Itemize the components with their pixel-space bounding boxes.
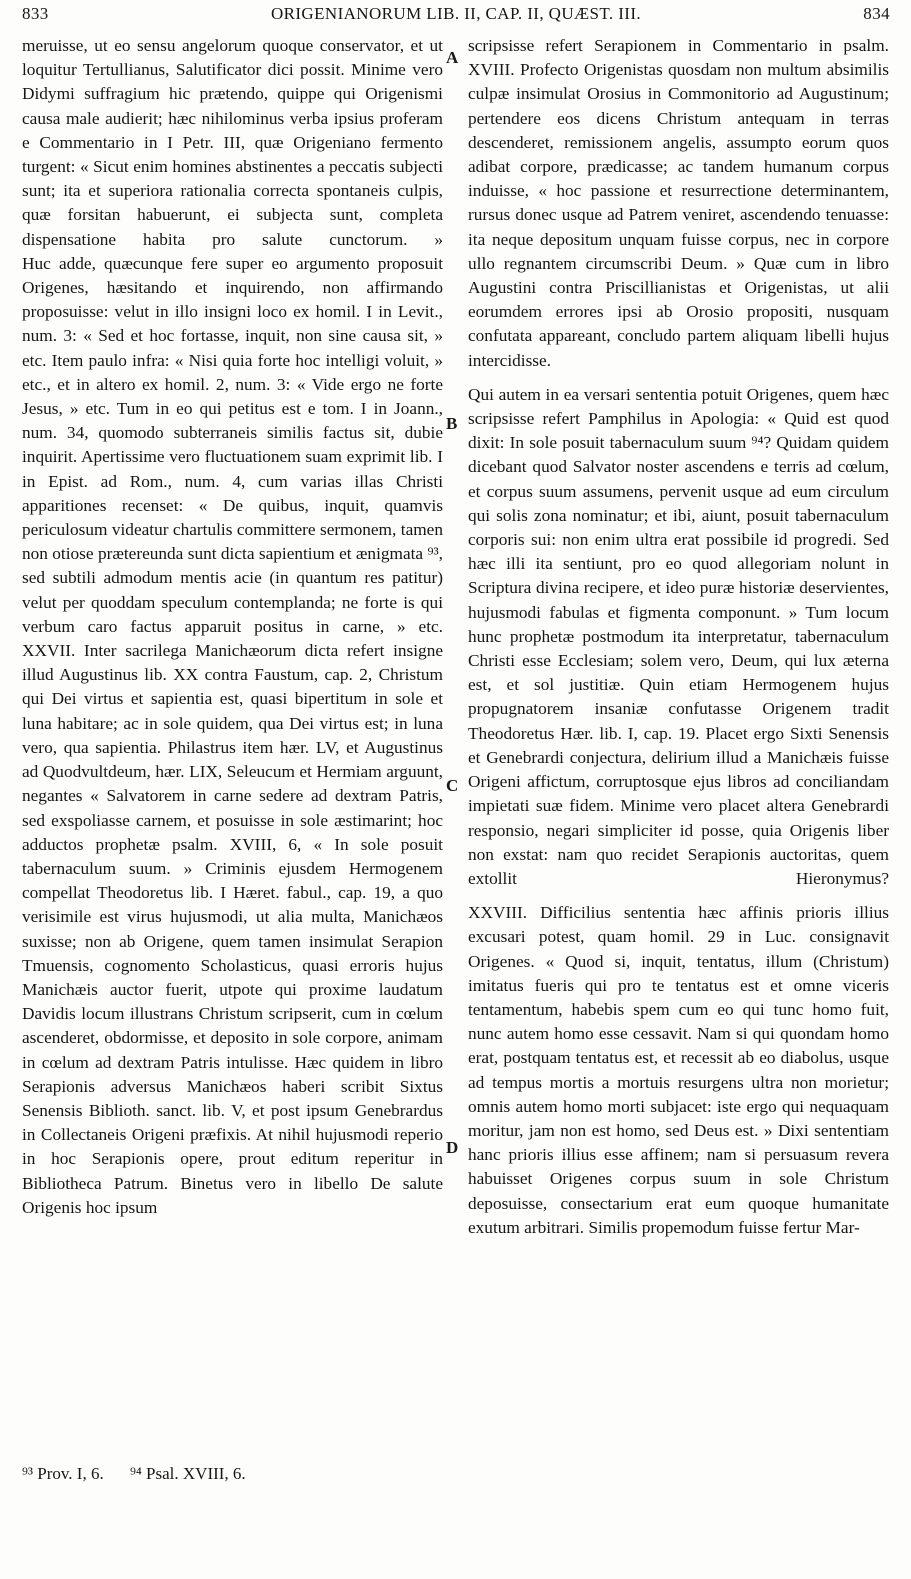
right-paragraph-2: Qui autem in ea versari sententia potuit Origenes, quem hæc scripsisse refert Pamphilus in Apologia: « Quid est quod dixit: In sole posuit tabernaculum suum ⁹⁴? Quidam quidem dicebant quod Salvator noster ascendens e terris ad cœlum, et corpus suum assumens, pervenit usque ad eum circulum qui solis zona nominatur; et ibi, aiunt, posuit tabernaculum corporis sui: non enim ultra erat possibile id progredi. Sed hæc illi ita sentiunt, pro eo quod allegoriam nolunt in Scriptura divina recipere, et ideo puræ historiæ deservientes, hujusmodi fabulas et figmenta componunt. » Tum locum hunc prophetæ postmodum ita interpretatur, tabernaculum Christi esse Ecclesiam; solem vero, Deum, qui lux æterna est, et sol justitiæ. Quin etiam Hermogenem hujus propugnatorem insaniæ confutasse Origenem tradit Theodoretus Hær. lib. I, cap. 19. Placet ergo Sixti Senensis et Genebrardi conjectura, delirium illud a Manichæis fuisse Origeni affictum, corruptosque ejus libros ad conciliandam impietati suæ fidem. Minime vero placet altera Genebrardi responsio, negari simpliciter id posse, quia Origenis liber non exstat: nam quo recidet Serapionis auctoritas, quem extollit Hieronymus? — [468, 384, 889, 888]
right-paragraph-3: XXVIII. Difficilius sententia hæc affinis prioris illius excusari potest, quam homil. 29 in Luc. consignavit Origenes. « Quod si, inquit, tentatus, illum (Christum) imitatus fueris qui pro te tentatus est et omne viceris tentamentum, habebis spem cum eo qui tunc homo fuit, nunc autem homo esse cessavit. Nam si qui quondam homo erat, postquam tentatus est, et recessit ab eo diabolus, usque ad tempus mortis a mortuis resurgens ultra non morietur; omnis autem homo morti subjacet: iste ergo qui nequaquam moritur, jam non est homo, sed Deus est. » Dixi sententiam hanc prioris illius esse affinem; nam si persuasum revera habuisset Origenes corpus suum in sole Christum deposuisse, consectarium erat eum quoque humanitate exutum arbitrari. Similis propemodum fuisse fertur Mar- — [468, 903, 889, 1237]
margin-letter-d: D — [446, 1138, 459, 1157]
left-paragraph-2: Huc adde, quæcunque fere super eo argumento proposuit Origenes, hæsitando et inquirendo, non affirmando proposuisse: velut in illo insigni loco ex homil. I in Levit., num. 3: « Sed et hoc fortasse, inquit, non sine causa sit, » etc. Item paulo infra: « Nisi quia forte hoc intelligi voluit, » etc., et in altero ex homil. 2, num. 3: « Vide ergo ne forte Jesus, » etc. Tum in eo qui petitus est e tom. I in Joann., num. 34, quomodo subterraneis similis factus sit, dubie inquirit. Apertissime vero fluctuationem suam exprimit lib. I in Epist. ad Rom., num. 4, cum varias illas Christi apparitiones recenset: « De quibus, inquit, quamvis periculosum videatur chartulis committere sermonem, tamen non otiose prætereunda sunt dicta sapientium et ænigmata ⁹³, sed subtili admodum mentis acie (in quantum res patitur) velut per quoddam speculum contemplanda; ne forte is qui verbum caro factus apparuit positus in carne, » etc. — [22, 253, 443, 636]
left-column — [22, 34, 443, 1220]
left-paragraph-3: XXVII. Inter sacrilega Manichæorum dicta refert insigne illud Augustinus lib. XX contra Faustum, cap. 2, Christum qui Dei virtus et sapientia est, quasi bipertitum in sole et luna habitare; ac in sole quidem, qua Dei virtus est; in luna vero, qua sapientia. Philastrus item hær. LV, et Augustinus ad Quodvultdeum, hær. LIX, Seleucum et Hermiam arguunt, negantes « Salvatorem in carne sedere ad dextram Patris, sed exspoliasse carnem, et posuisse in sole æstimarint; hoc adductos prophetæ psalm. XVIII, 6, « In sole posuit tabernaculum suum. » Criminis ejusdem Hermogenem compellat Theodoretus lib. I Hæret. fabul., cap. 19, a quo verisimile est virus hujusmodi, ut alia multa, Manichæos suxisse; non ab Origene, quem tamen insimulat Serapion Tmuensis, cognomento Scholasticus, quasi erroris hujus Manichæis auctor fuerit, utpote qui proxime laudatum Davidis locum illustrans Christum scripserit, cum in cœlum ascenderet, obdormisse, et deposito in sole corpore, animam in cœlum ad dextram Patris intulisse. Hæc quidem in libro Serapionis adversus Manichæos haberi scribit Sixtus Senensis Biblioth. sanct. lib. V, et post ipsum Genebrardus in Collectaneis Origeni præfixis. At nihil hujusmodi reperio in hoc Serapionis opere, prout editum reperitur in Bibliotheca Patrum. Binetus vero in libello De salute Origenis hoc ipsum — [22, 641, 443, 1217]
running-title: ORIGENIANORUM LIB. II, CAP. II, QUÆST. III. — [270, 4, 642, 23]
page-number-right: 834 — [863, 4, 890, 23]
page-number-left: 833 — [22, 4, 49, 23]
margin-letter-b: B — [446, 414, 458, 433]
margin-letter-c: C — [446, 776, 459, 795]
footnotes — [22, 1464, 452, 1484]
margin-letter-a: A — [446, 48, 459, 67]
left-paragraph-1: meruisse, ut eo sensu angelorum quoque conservator, et ut loquitur Tertullianus, Salutificator dici possit. Minime vero Didymi suffragium hic prætendo, quippe qui Origenismi causa male audierit; hæc nihilominus verba ipsius proferam e Commentario in I Petr. III, quæ Origeniano fermento turgent: « Sicut enim homines abstinentes a peccatis subjecti sunt; ita et superiora rationalia correcta spontaneis culpis, quæ forsitan habuerunt, ei subjecta sunt, completa dispensatione habita pro salute cunctorum. » — [22, 36, 443, 249]
right-column — [468, 34, 889, 1240]
footnote-94: ⁹⁴ Psal. XVIII, 6. — [129, 1464, 246, 1483]
running-head — [22, 4, 890, 30]
footnote-93: ⁹³ Prov. I, 6. — [22, 1464, 104, 1483]
right-paragraph-1: scripsisse refert Serapionem in Commentario in psalm. XVIII. Profecto Origenistas quosdam non multum absimilis culpæ insimulat Orosius in Commonitorio ad Augustinum; pertendere eos dicens Christum antequam in terras descenderet, remissionem angelis, assumpto eorum quos adibat corpore, prædicasse; ac tandem humanum corpus induisse, « hoc passione et resurrectione determinantem, rursus donec usque ad Patrem veniret, ascendendo tenuasse: ita neque depositum unquam fuisse corpus, nec in corpore ullo regnantem circumscribi Deum. » Quæ cum in libro Augustini contra Priscillianistas et Origenistas, ut alii eorumdem errores ipsi ab Orosio propositi, nusquam confutata appareant, concludo partem aliquam libelli hujus intercidisse. — [468, 36, 889, 370]
